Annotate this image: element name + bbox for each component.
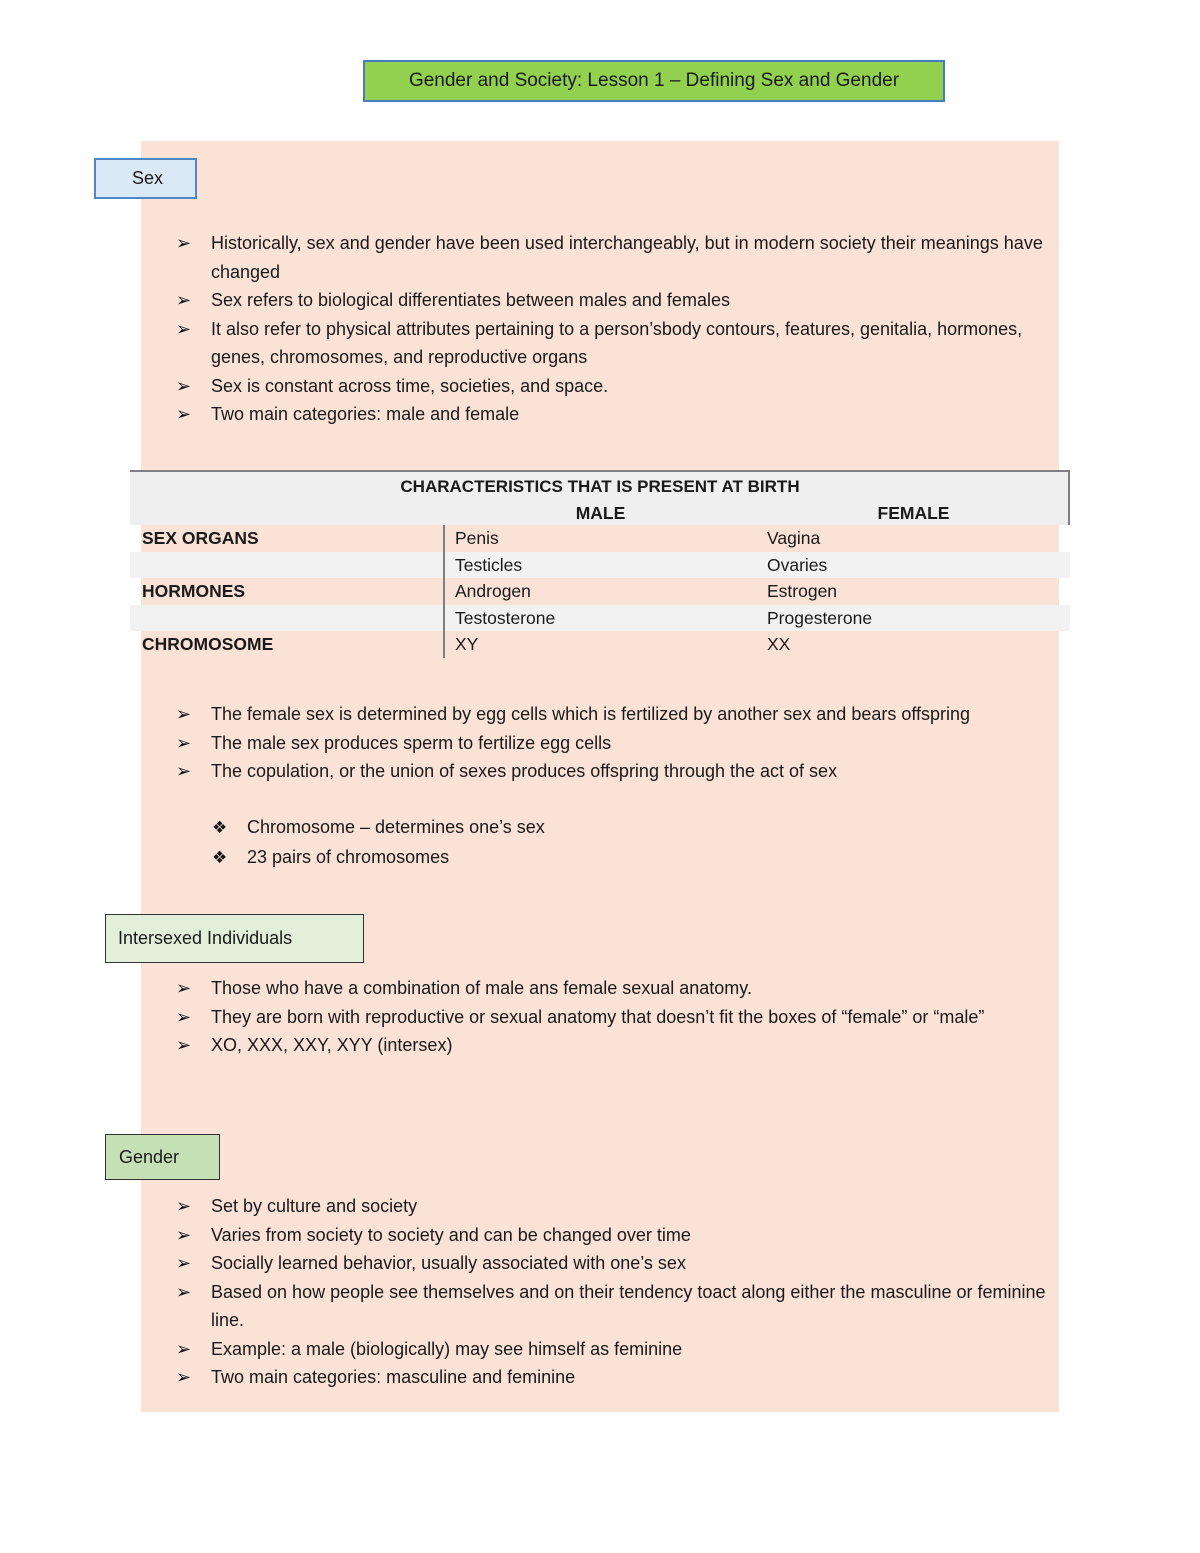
list-item: ➢ Historically, sex and gender have been used interchangeably, but in modern society their meanings have changed xyxy=(176,229,1056,286)
four-diamond-bullet-icon: ❖ xyxy=(212,818,228,837)
list-item: ➢ It also refer to physical attributes pertaining to a person’sbody contours, features, genitalia, hormones, genes, chromosomes, and reproductive organs xyxy=(176,315,1056,372)
cell-male: Androgen xyxy=(443,578,531,605)
table-row xyxy=(130,605,1070,632)
arrowhead-bullet-icon: ➢ xyxy=(176,978,192,998)
list-item: ➢ Sex is constant across time, societies, and space. xyxy=(176,372,1056,401)
section-label-sex-text: Sex xyxy=(132,168,164,188)
arrowhead-bullet-icon: ➢ xyxy=(176,290,192,310)
cell-male: Testicles xyxy=(443,552,522,579)
characteristics-table xyxy=(130,470,1070,658)
sex-bullet-list xyxy=(176,229,1056,429)
table-header xyxy=(130,470,1070,525)
arrowhead-bullet-icon: ➢ xyxy=(176,1367,192,1387)
table-row xyxy=(130,525,1070,552)
list-item: ➢ Based on how people see themselves and on their tendency toact along either the masculine or feminine line. xyxy=(176,1278,1056,1335)
cell-male: Testosterone xyxy=(443,605,555,632)
arrowhead-bullet-icon: ➢ xyxy=(176,761,192,781)
list-item: ➢ Two main categories: male and female xyxy=(176,400,1056,429)
arrowhead-bullet-icon: ➢ xyxy=(176,1253,192,1273)
cell-female: Estrogen xyxy=(767,581,838,601)
cell-male: Penis xyxy=(443,525,499,552)
arrowhead-bullet-icon: ➢ xyxy=(176,1035,192,1055)
row-label: HORMONES xyxy=(142,581,246,601)
arrowhead-bullet-icon: ➢ xyxy=(176,732,192,753)
table-row xyxy=(130,578,1070,605)
section-label-intersex xyxy=(105,914,364,963)
arrowhead-bullet-icon: ➢ xyxy=(176,1196,192,1216)
cell-male: XY xyxy=(443,631,478,658)
list-item: ➢ They are born with reproductive or sexual anatomy that doesn’t fit the boxes of “female” or “male” xyxy=(176,1003,1056,1032)
list-item: ➢ Sex refers to biological differentiates between males and females xyxy=(176,286,1056,315)
list-item: ❖ 23 pairs of chromosomes xyxy=(212,843,1012,873)
column-header-female: FEMALE xyxy=(877,503,950,523)
cell-female: Ovaries xyxy=(767,554,828,575)
arrowhead-bullet-icon: ➢ xyxy=(176,704,192,724)
table-row xyxy=(130,631,1070,658)
section-label-sex xyxy=(94,158,197,199)
row-label: SEX ORGANS xyxy=(142,528,259,548)
page-title: Gender and Society: Lesson 1 – Defining Sex and Gender xyxy=(363,60,945,102)
section-label-gender xyxy=(105,1134,220,1180)
list-item: ➢ Varies from society to society and can be changed over time xyxy=(176,1221,1056,1250)
intersex-bullet-list xyxy=(176,974,1056,1060)
list-item: ➢ Set by culture and society xyxy=(176,1192,1056,1221)
table-caption: CHARACTERISTICS THAT IS PRESENT AT BIRTH xyxy=(400,477,800,496)
section-label-intersex-text: Intersexed Individuals xyxy=(118,928,293,948)
arrowhead-bullet-icon: ➢ xyxy=(176,404,192,424)
arrowhead-bullet-icon: ➢ xyxy=(176,375,192,396)
arrowhead-bullet-icon: ➢ xyxy=(176,1281,192,1302)
arrowhead-bullet-icon: ➢ xyxy=(176,1224,192,1245)
list-item: ➢ The male sex produces sperm to fertilize egg cells xyxy=(176,729,1056,758)
arrowhead-bullet-icon: ➢ xyxy=(176,1338,192,1359)
arrowhead-bullet-icon: ➢ xyxy=(176,233,192,253)
cell-female: XX xyxy=(767,634,791,654)
section-label-gender-text: Gender xyxy=(119,1146,180,1167)
list-item: ➢ Example: a male (biologically) may see himself as feminine xyxy=(176,1335,1056,1364)
reproduction-bullet-list xyxy=(176,700,1056,786)
arrowhead-bullet-icon: ➢ xyxy=(176,318,192,339)
four-diamond-bullet-icon: ❖ xyxy=(212,847,228,867)
gender-bullet-list xyxy=(176,1192,1056,1392)
cell-female: Vagina xyxy=(767,528,821,548)
list-item: ❖ Chromosome – determines one’s sex xyxy=(212,813,1012,843)
column-header-male: MALE xyxy=(575,503,626,523)
list-item: ➢ The female sex is determined by egg cells which is fertilized by another sex and bears offspring xyxy=(176,700,1056,729)
list-item: ➢ Socially learned behavior, usually associated with one’s sex xyxy=(176,1249,1056,1278)
list-item: ➢ The copulation, or the union of sexes produces offspring through the act of sex xyxy=(176,757,1056,786)
cell-female: Progesterone xyxy=(767,607,873,628)
arrowhead-bullet-icon: ➢ xyxy=(176,1006,192,1027)
table-row xyxy=(130,552,1070,579)
list-item: ➢ XO, XXX, XXY, XYY (intersex) xyxy=(176,1031,1056,1060)
list-item: ➢ Two main categories: masculine and feminine xyxy=(176,1363,1056,1392)
chromosome-sub-list xyxy=(212,813,1012,872)
list-item: ➢ Those who have a combination of male ans female sexual anatomy. xyxy=(176,974,1056,1003)
row-label: CHROMOSOME xyxy=(142,634,274,654)
